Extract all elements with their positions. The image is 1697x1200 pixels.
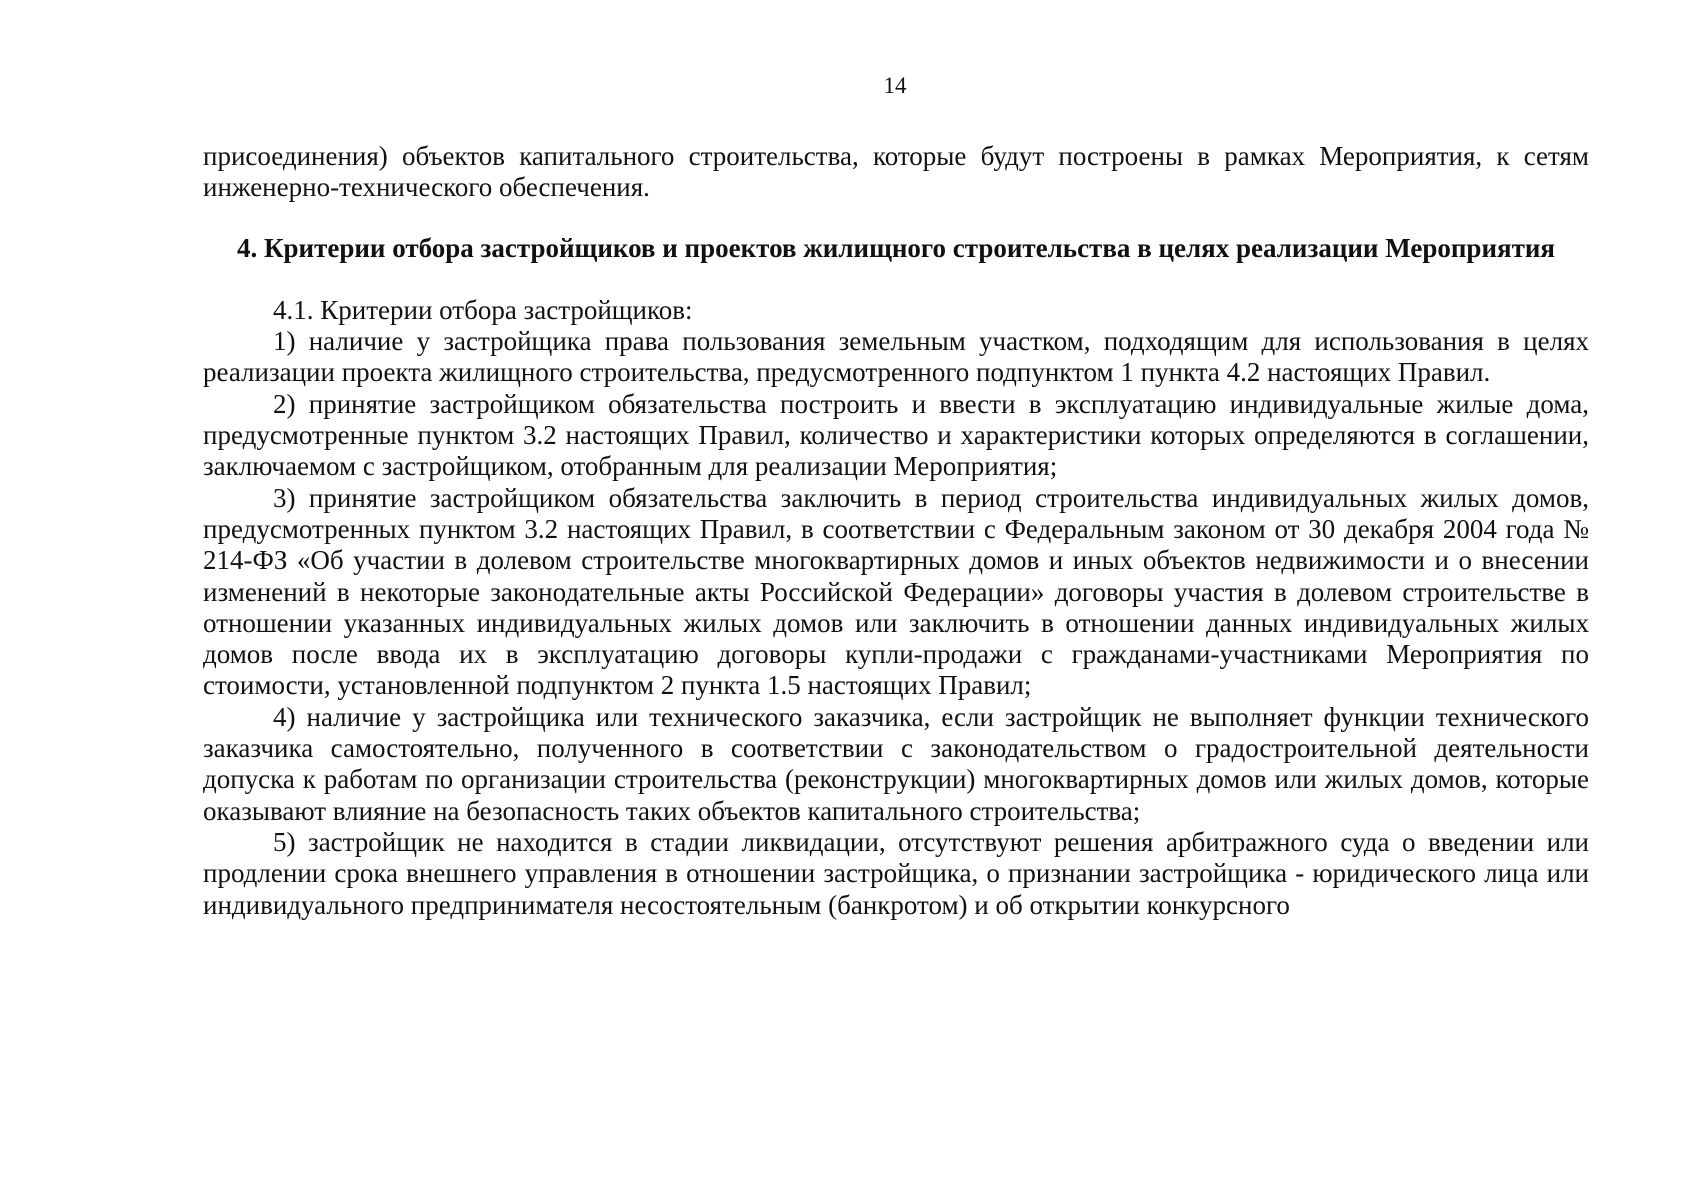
criteria-item-4: 4) наличие у застройщика или технического заказчика, если застройщик не выполняет функции технического заказчика самостоятельно, полученного в соответствии с законодательством о градостроительной деятельности допуска к работам по организации строительства (реконструкции) многоквартирных домов или жилых домов, которые оказывают влияние на безопасность таких объектов капитального строительства; [203,701,1589,826]
page-number: 14 [883,73,907,98]
criteria-item-1: 1) наличие у застройщика права пользования земельным участком, подходящим для использования в целях реализации проекта жилищного строительства, предусмотренного подпунктом 1 пункта 4.2 настоящих Правил. [203,326,1589,388]
page-body [203,141,1589,921]
criteria-item-3: 3) принятие застройщиком обязательства заключить в период строительства индивидуальных жилых домов, предусмотренных пунктом 3.2 настоящих Правил, в соответствии с Федеральным законом от 30 декабря 2004 года № 214-ФЗ «Об участии в долевом строительстве многоквартирных домов и иных объектов недвижимости и о внесении изменений в некоторые законодательные акты Российской Федерации» договоры участия в долевом строительстве в отношении указанных индивидуальных жилых домов или заключить в отношении данных индивидуальных жилых домов после ввода их в эксплуатацию договоры купли-продажи с гражданами-участниками Мероприятия по стоимости, установленной подпунктом 2 пункта 1.5 настоящих Правил; [203,482,1589,701]
section-heading: 4. Критерии отбора застройщиков и проектов жилищного строительства в целях реализации Мероприятия [236,232,1556,263]
criteria-item-5: 5) застройщик не находится в стадии ликвидации, отсутствуют решения арбитражного суда о введении или продлении срока внешнего управления в отношении застройщика, о признании застройщика - юридического лица или индивидуального предпринимателя несостоятельным (банкротом) и об открытии конкурсного [203,826,1589,920]
subsection-title: 4.1. Критерии отбора застройщиков: [273,294,693,325]
continuation-paragraph: присоединения) объектов капитального строительства, которые будут построены в рамках Мероприятия, к сетям инженерно-технического обеспечения. [203,141,1589,203]
criteria-item-2: 2) принятие застройщиком обязательства построить и ввести в эксплуатацию индивидуальные жилые дома, предусмотренные пунктом 3.2 настоящих Правил, количество и характеристики которых определяются в соглашении, заключаемом с застройщиком, отобранным для реализации Мероприятия; [203,388,1589,482]
